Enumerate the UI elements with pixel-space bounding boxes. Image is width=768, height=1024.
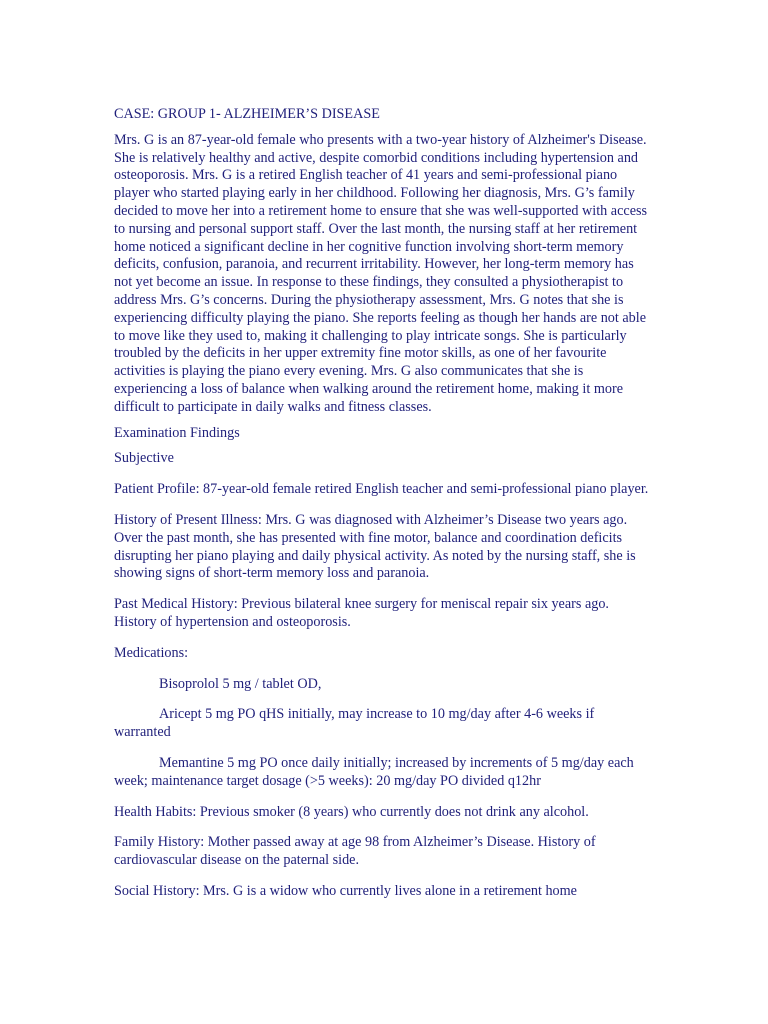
intro-paragraph: Mrs. G is an 87-year-old female who presents with a two-year history of Alzheimer's Disease. She is relatively healthy and active, despite comorbid conditions including hypertension and osteoporosis. Mrs. G is a retired English teacher of 41 years and semi-professional piano player who started playing early in her childhood. Following her diagnosis, Mrs. G’s family decided to move her into a retirement home to ensure that she was well-supported with access to nursing and personal support staff. Over the last month, the nursing staff at her retirement home noticed a significant decline in her cognitive function involving short-term memory deficits, confusion, paranoia, and recurrent irritability. However, her long-term memory has not yet become an issue. In response to these findings, they consulted a physiotherapist to address Mrs. G’s concerns. During the physiotherapy assessment, Mrs. G notes that she is experiencing difficulty playing the piano. She reports feeling as though her hands are not able to move like they used to, making it challenging to play intricate songs. She is particularly troubled by the deficits in her upper extremity fine motor skills, as one of her favourite activities is playing the piano every evening. Mrs. G also communicates that she is experiencing a loss of balance when walking around the retirement home, making it more difficult to participate in daily walks and fitness classes. xyxy=(114,131,648,415)
case-title: CASE: GROUP 1- ALZHEIMER’S DISEASE xyxy=(114,106,380,122)
medication-item: Bisoprolol 5 mg / tablet OD, xyxy=(159,675,322,692)
patient-profile: Patient Profile: 87-year-old female retired English teacher and semi-professional piano player. xyxy=(114,481,649,498)
past-medical-history: Past Medical History: Previous bilateral knee surgery for meniscal repair six years ago. History of hypertension and osteoporosis. xyxy=(114,596,609,630)
history-of-present-illness: History of Present Illness: Mrs. G was diagnosed with Alzheimer’s Disease two years ago. Over the past month, she has presented with fine motor, balance and coordination deficits disrupting her piano playing and daily physical activity. As noted by the nursing staff, she is showing signs of short-term memory loss and paranoia. xyxy=(114,511,636,582)
social-history: Social History: Mrs. G is a widow who currently lives alone in a retirement home xyxy=(114,882,577,899)
medications-heading: Medications: xyxy=(114,644,189,661)
subjective-heading: Subjective xyxy=(114,450,174,467)
medication-item: Memantine 5 mg PO once daily initially; increased by increments of 5 mg/day each week; maintenance target dosage (>5 weeks): 20 mg/day PO divided q12hr xyxy=(114,754,634,789)
medication-item: Aricept 5 mg PO qHS initially, may increase to 10 mg/day after 4-6 weeks if warranted xyxy=(114,706,595,741)
examination-findings-heading: Examination Findings xyxy=(114,424,240,441)
document-page xyxy=(114,106,654,909)
family-history: Family History: Mother passed away at age 98 from Alzheimer’s Disease. History of cardiovascular disease on the paternal side. xyxy=(114,834,596,869)
health-habits: Health Habits: Previous smoker (8 years) who currently does not drink any alcohol. xyxy=(114,803,589,820)
